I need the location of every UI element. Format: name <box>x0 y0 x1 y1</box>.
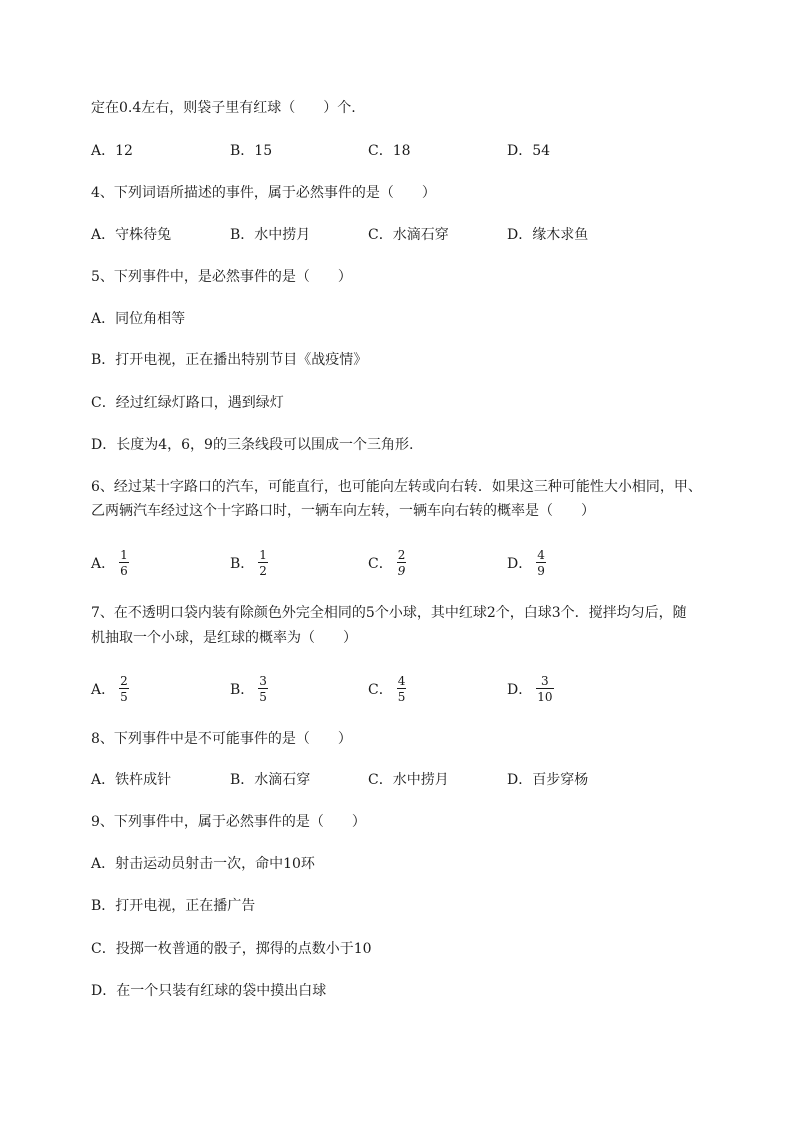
question-9: 9、下列事件中，属于必然事件的是（ ） <box>91 814 366 830</box>
fraction-numerator: 1 <box>120 548 128 562</box>
fraction-numerator: 2 <box>120 674 128 688</box>
question-4: 4、下列词语所描述的事件，属于必然事件的是（ ） <box>91 185 436 201</box>
q6-option-c <box>368 543 406 583</box>
fraction <box>119 674 129 704</box>
question-7-line-2: 机抽取一个小球，是红球的概率为（ ） <box>91 630 357 646</box>
q5-option-d: D．长度为4，6，9的三条线段可以围成一个三角形. <box>91 437 414 453</box>
q3-option-d: D．54 <box>507 143 551 159</box>
option-label: D． <box>507 556 533 572</box>
option-label: D． <box>507 682 533 698</box>
q6-option-a <box>91 543 129 583</box>
fraction-denominator: 5 <box>120 690 128 704</box>
q7-option-c <box>368 669 406 709</box>
fraction-numerator: 4 <box>397 674 406 688</box>
q5-option-c: C．经过红绿灯路口，遇到绿灯 <box>91 395 284 411</box>
fraction-numerator: 4 <box>537 548 545 562</box>
q7-option-d <box>507 669 554 709</box>
question-6-line-2: 乙两辆汽车经过这个十字路口时，一辆车向左转，一辆车向右转的概率是（ ） <box>91 503 595 519</box>
question-3-continuation: 定在0.4左右，则袋子里有红球（ ）个. <box>91 100 356 116</box>
fraction-denominator: 5 <box>259 690 267 704</box>
fraction-denominator: 9 <box>537 564 545 578</box>
fraction <box>397 674 407 704</box>
q7-option-b <box>230 669 268 709</box>
fraction-denominator: 10 <box>537 690 553 704</box>
question-7-line-1: 7、在不透明口袋内装有除颜色外完全相同的5个小球，其中红球2个，白球3个．搅拌均匀后，随 <box>91 605 687 621</box>
fraction <box>258 674 268 704</box>
q3-option-c: C．18 <box>368 143 411 159</box>
q6-option-b <box>230 543 268 583</box>
fraction-denominator: 5 <box>397 690 406 704</box>
q3-option-b: B．15 <box>230 143 273 159</box>
question-8: 8、下列事件中是不可能事件的是（ ） <box>91 731 352 747</box>
option-label: B． <box>230 682 255 698</box>
q9-option-c: C．投掷一枚普通的骰子，掷得的点数小于10 <box>91 941 372 957</box>
q4-option-d: D．缘木求鱼 <box>507 227 589 243</box>
q9-option-d: D．在一个只装有红球的袋中摸出白球 <box>91 983 327 999</box>
fraction <box>119 548 129 578</box>
fraction <box>397 548 407 578</box>
option-label: C． <box>368 682 393 698</box>
q4-option-b: B．水中捞月 <box>230 227 311 243</box>
option-label: A． <box>91 682 116 698</box>
q7-option-a <box>91 669 129 709</box>
fraction <box>258 548 268 578</box>
question-5: 5、下列事件中，是必然事件的是（ ） <box>91 269 352 285</box>
q6-option-d <box>507 543 546 583</box>
q3-option-a: A．12 <box>91 143 133 159</box>
fraction-denominator: 9 <box>397 564 406 578</box>
option-label: B． <box>230 556 255 572</box>
q9-option-a: A．射击运动员射击一次，命中10环 <box>91 856 315 872</box>
fraction-numerator: 1 <box>259 548 267 562</box>
fraction-denominator: 2 <box>259 564 267 578</box>
q5-option-a: A．同位角相等 <box>91 311 186 327</box>
question-6-line-1: 6、经过某十字路口的汽车，可能直行，也可能向左转或向右转．如果这三种可能性大小相同，甲、 <box>91 479 702 495</box>
q8-option-c: C．水中捞月 <box>368 772 449 788</box>
q8-option-b: B．水滴石穿 <box>230 772 311 788</box>
option-label: C． <box>368 556 393 572</box>
q4-option-c: C．水滴石穿 <box>368 227 449 243</box>
option-label: A． <box>91 556 116 572</box>
fraction <box>536 548 546 578</box>
fraction-numerator: 3 <box>259 674 267 688</box>
fraction-denominator: 6 <box>120 564 128 578</box>
q4-option-a: A．守株待兔 <box>91 227 172 243</box>
fraction-numerator: 3 <box>541 674 549 688</box>
q5-option-b: B．打开电视，正在播出特别节目《战疫情》 <box>91 352 368 368</box>
fraction-numerator: 2 <box>397 548 406 562</box>
q8-option-d: D．百步穿杨 <box>507 772 589 788</box>
q8-option-a: A．铁杵成针 <box>91 772 172 788</box>
q9-option-b: B．打开电视，正在播广告 <box>91 898 256 914</box>
fraction <box>536 674 553 704</box>
